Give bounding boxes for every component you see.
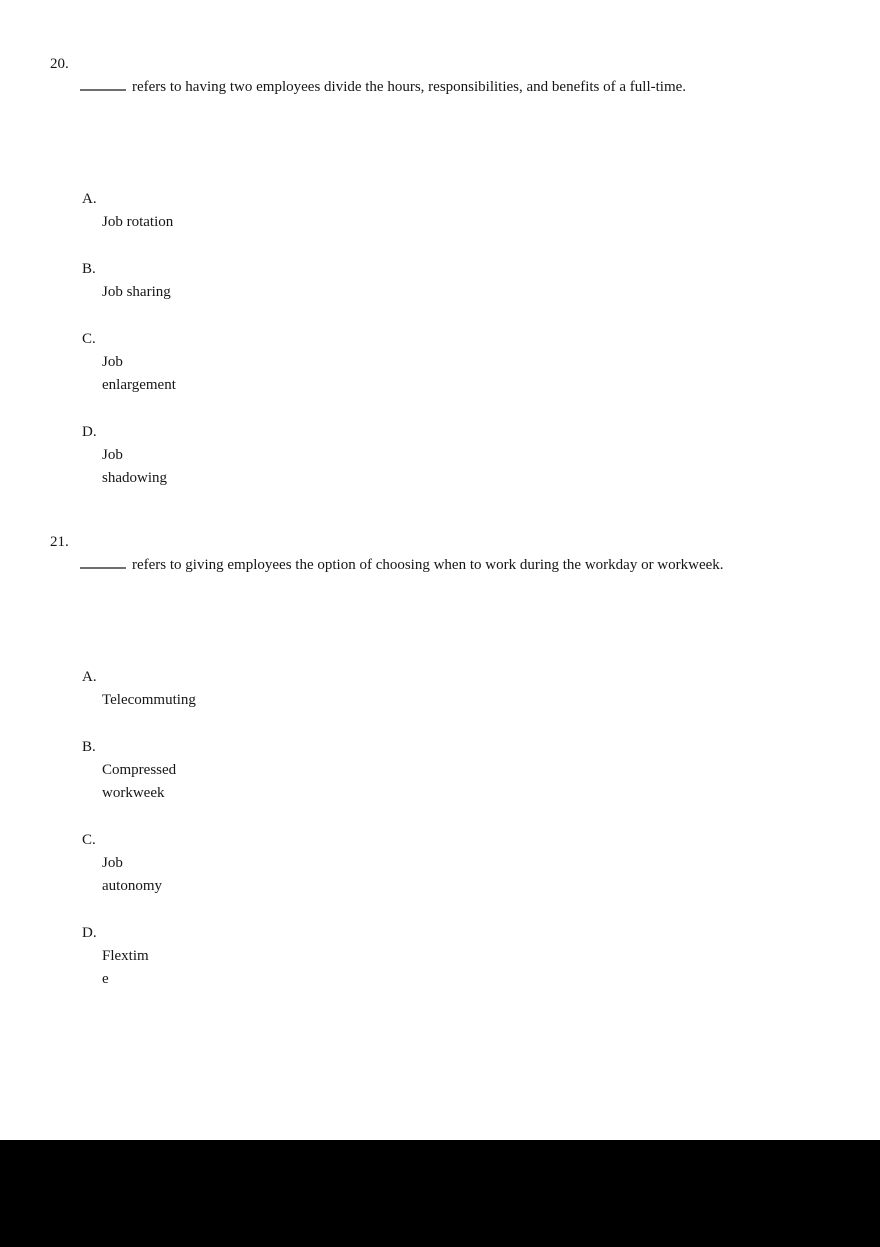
option-text: Job bbox=[102, 354, 123, 370]
option-letter: A. bbox=[82, 669, 97, 685]
option-b[interactable] bbox=[0, 736, 880, 805]
option-a[interactable] bbox=[0, 666, 880, 712]
option-letter: D. bbox=[82, 424, 97, 440]
question-text-content: refers to giving employees the option of choosing when to work during the workday or workweek. bbox=[132, 557, 724, 573]
option-text: enlargement bbox=[102, 377, 176, 393]
option-text: e bbox=[102, 971, 109, 987]
option-letter: A. bbox=[82, 191, 97, 207]
answer-blank bbox=[80, 554, 126, 569]
option-text: Job sharing bbox=[102, 284, 171, 300]
option-c[interactable] bbox=[0, 328, 880, 397]
option-letter: C. bbox=[82, 331, 96, 347]
answer-blank bbox=[80, 76, 126, 91]
option-letter: B. bbox=[82, 739, 96, 755]
options-list bbox=[0, 666, 880, 991]
option-text: Telecommuting bbox=[102, 692, 196, 708]
option-b[interactable] bbox=[0, 258, 880, 304]
option-d[interactable] bbox=[0, 421, 880, 490]
option-a[interactable] bbox=[0, 188, 880, 234]
option-text: workweek bbox=[102, 785, 165, 801]
options-list bbox=[0, 188, 880, 490]
option-letter: D. bbox=[82, 925, 97, 941]
option-text: autonomy bbox=[102, 878, 162, 894]
option-text: Job bbox=[102, 447, 123, 463]
option-d[interactable] bbox=[0, 922, 880, 991]
option-c[interactable] bbox=[0, 829, 880, 898]
option-text: Flextim bbox=[102, 948, 149, 964]
question-number: 21. bbox=[50, 534, 69, 550]
question-number: 20. bbox=[50, 56, 69, 72]
question-20 bbox=[0, 53, 880, 490]
question-21 bbox=[0, 531, 880, 991]
question-text-content: refers to having two employees divide the hours, responsibilities, and benefits of a full-time. bbox=[132, 79, 687, 95]
option-text: Job bbox=[102, 855, 123, 871]
option-text: Compressed bbox=[102, 762, 177, 778]
question-text bbox=[80, 554, 880, 577]
option-letter: B. bbox=[82, 261, 96, 277]
question-text bbox=[80, 76, 880, 99]
black-footer-bar bbox=[0, 1140, 880, 1247]
option-letter: C. bbox=[82, 832, 96, 848]
option-text: Job rotation bbox=[102, 214, 174, 230]
option-text: shadowing bbox=[102, 470, 167, 486]
